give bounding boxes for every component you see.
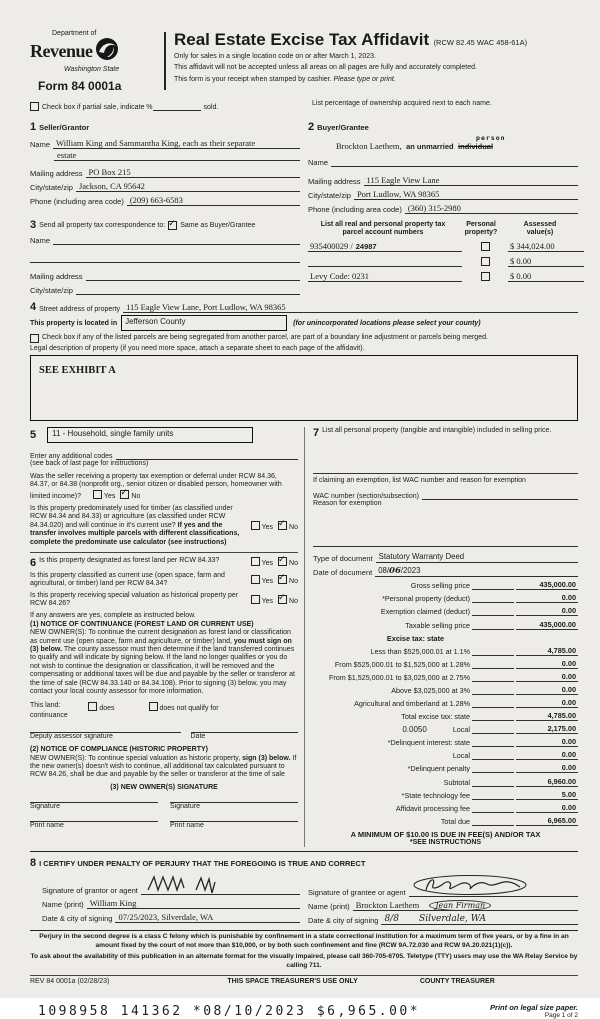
tax-row-label: Total due <box>440 816 470 826</box>
tax-row-value: 0.00 <box>516 593 578 603</box>
grantee-printname-value: Brockton Laethem <box>355 900 420 911</box>
leader-line <box>472 751 514 760</box>
tax-row-value: 0.00 <box>516 737 578 747</box>
section-7-label: List all personal property (tangible and intangible) included in selling price. <box>322 427 552 435</box>
owner-printname-label-2: Print name <box>170 821 204 829</box>
perjury-note: Perjury in the second degree is a class C felony which is punishable by confinement in a state correctional institution for a maximum term of five years, or by a fine in an amount fixed by the court of not more than $10,000, or by both such confinement and fine (RCW 9A.72.030 and RCW 9A.20.021(1)(c)). <box>39 933 569 949</box>
section-2-title: Buyer/Grantee <box>317 123 369 132</box>
seller-city-value: Jackson, CA 95642 <box>78 181 145 191</box>
see-instructions-note: *SEE INSTRUCTIONS <box>409 838 482 846</box>
tax-row-label: Exemption claimed (deduct) <box>380 607 470 617</box>
tax-row-value: 0.00 <box>516 606 578 616</box>
yes-label: Yes <box>103 492 116 500</box>
section-1-number: 1 <box>30 121 37 133</box>
question-exemption: Was the seller receiving a property tax exemption or deferral under RCW 84.36, 84.37, or 84.38 (nonprofit org., senior citizen or disabled person, homeowner with limited income)? Yes ✓ No <box>30 473 298 501</box>
leader-line <box>472 804 514 813</box>
personal-prop-checkbox-2[interactable] <box>481 257 490 266</box>
partial-sale-percent-field[interactable] <box>153 100 201 111</box>
owner-signature-label-2: Signature <box>170 803 200 811</box>
buyer-phone-value: (360) 315-2980 <box>407 203 461 213</box>
tax-row-label: Gross selling price <box>410 581 470 591</box>
rev-form-id: REV 84 0001a (02/28/23) <box>30 977 110 985</box>
buyer-mailing-value: 115 Eagle View Lane <box>366 175 440 185</box>
header-note-2: This affidavit will not be accepted unless all areas on all pages are fully and accurately completed. <box>174 64 477 72</box>
tax-row-label: Above $3,025,000 at 3% <box>391 685 470 695</box>
timber-no-checkbox[interactable] <box>278 521 287 530</box>
section-4-number: 4 <box>30 301 37 313</box>
this-land-label: This land: <box>30 702 61 710</box>
parcel-header-line2: parcel account numbers <box>342 229 424 237</box>
timber-yes-checkbox[interactable] <box>251 521 260 530</box>
tax-row-value: 0.00 <box>516 763 578 773</box>
section-2-number: 2 <box>308 121 315 133</box>
located-in-label: This property is located in <box>30 319 118 327</box>
corr-name-field[interactable] <box>53 234 300 245</box>
same-as-buyer-label: Same as Buyer/Grantee <box>180 221 256 229</box>
assessed-value-3-field[interactable] <box>508 269 584 282</box>
assessed-value-2-field[interactable] <box>508 254 584 267</box>
date-of-document-handwritten: 06 <box>389 566 401 577</box>
grantee-city-handwritten: Silverdale, WA <box>419 914 487 925</box>
notice-continuance-title: (1) NOTICE OF CONTINUANCE (FOREST LAND OR CURRENT USE) <box>30 620 254 628</box>
grantor-signature-label: Signature of grantor or agent <box>42 886 138 896</box>
type-of-document-value: Statutory Warranty Deed <box>378 552 465 562</box>
tax-row-label: Affidavit processing fee <box>395 803 470 813</box>
leader-line <box>472 660 514 669</box>
currentuse-no-checkbox[interactable] <box>278 575 287 584</box>
grantor-datecity-field[interactable] <box>115 912 300 923</box>
seller-name-field[interactable] <box>53 138 300 149</box>
land-does-not-checkbox[interactable] <box>149 702 158 711</box>
tax-row-value: 4,785.00 <box>516 646 578 656</box>
buyer-city-value: Port Ludlow, WA 98365 <box>356 189 440 199</box>
corr-name-field-2[interactable] <box>30 252 300 263</box>
personal-prop-header-1: Personal <box>466 221 496 228</box>
header-note-1: Only for sales in a single location code on or after March 1, 2023. <box>174 53 376 60</box>
section-5-number: 5 <box>30 429 37 442</box>
tax-row-value: 0.00 <box>516 698 578 708</box>
leader-line <box>472 581 514 590</box>
form-header <box>30 30 578 93</box>
page-title: Real Estate Excise Tax Affidavit <box>174 30 430 49</box>
owner-signature-label-1: Signature <box>30 803 60 811</box>
tax-row-label: Local <box>452 751 470 761</box>
seller-name-value: William King and Sammantha King, each as their separate <box>56 138 256 148</box>
no-label: No <box>131 492 141 500</box>
section-7-number: 7 <box>313 427 320 440</box>
levy-code-value: Levy Code: 0231 <box>310 271 370 282</box>
partial-sale-label: Check box if partial sale, indicate % <box>42 104 153 111</box>
notice-compliance-body: NEW OWNER(S): To continue special valuation as historic property, sign (3) below. If the new owner(s) doesn't wish to continue, all additional tax calculated pursuant to RCW 84.26, shall be due and payable by the seller or transferor at the time of sale <box>30 754 297 779</box>
county-note: (for unincorporated locations please select your county) <box>293 319 481 327</box>
question-timber: Is this property predominately used for timber (as classified under RCW 84.34 and 84.33) or agriculture (as classified under RCW 84.34.020) and will continue in it's current use? If yes and the transfer involves multiple parcels with different classifications, complete the predominate use calculator (see instructions) <box>30 504 240 546</box>
tax-row-value: 0.00 <box>516 659 578 669</box>
grantee-printname-label: Name (print) <box>308 902 350 912</box>
tax-row-value: 0.00 <box>516 685 578 695</box>
grantor-datecity-value: 07/25/2023, Silverdale, WA <box>118 912 214 923</box>
personal-property-field[interactable] <box>313 439 578 474</box>
grantee-datecity-field[interactable] <box>381 914 578 925</box>
no-label: No <box>289 598 298 606</box>
type-of-document-label: Type of document <box>313 554 373 564</box>
parcel-header-line1: List all real and personal property tax <box>320 221 446 228</box>
seller-name-label: Name <box>30 140 51 149</box>
accessibility-note: To ask about the availability of this publication in an alternate format for the visually impaired, please call 360-705-6705. Teletype (TTY) users may use the WA Relay Service by calling 711. <box>30 953 578 969</box>
reason-exemption-label: Reason for exemption <box>313 499 382 507</box>
leader-line <box>472 607 514 616</box>
street-address-label: Street address of property <box>39 306 121 313</box>
grantee-signature-field[interactable] <box>409 874 578 897</box>
seeback-note: (see back of last page for instructions) <box>30 460 149 468</box>
assessed-value-2: $ 0.00 <box>510 256 532 267</box>
corr-city-label: City/state/zip <box>30 286 73 295</box>
does-not-label: does not qualify for <box>159 705 219 713</box>
parcel-1-field[interactable] <box>308 239 462 252</box>
leader-line <box>472 712 514 721</box>
tax-row-value: 0.00 <box>516 750 578 760</box>
dept-of-label: Department of <box>52 30 97 37</box>
additional-codes-field[interactable] <box>116 449 299 460</box>
same-as-buyer-checkbox[interactable] <box>168 221 177 230</box>
dor-logo <box>30 30 160 93</box>
if-any-note: If any answers are yes, complete as instructed below. <box>30 612 196 620</box>
partial-sale-checkbox[interactable] <box>30 102 39 111</box>
leader-line <box>472 647 514 656</box>
parcel-row-2 <box>308 254 584 267</box>
legal-description-value: SEE EXHIBIT A <box>39 365 116 377</box>
seller-mailing-value: PO Box 215 <box>88 167 131 177</box>
form-number: Form 84 0001a <box>38 79 122 93</box>
washington-state-label: Washington State <box>64 66 120 73</box>
excise-tax-state-heading: Excise tax: state <box>386 633 445 643</box>
leader-line <box>472 594 514 603</box>
county-select[interactable] <box>121 315 287 331</box>
property-code-value: 11 - Household, single family units <box>52 429 174 439</box>
buyer-city-label: City/state/zip <box>308 191 351 200</box>
forest-yes-checkbox[interactable] <box>251 557 260 566</box>
corr-mailing-field[interactable] <box>86 270 300 281</box>
new-owners-signature-title: (3) NEW OWNER(S) SIGNATURE <box>110 783 218 791</box>
tax-row-value: 6,960.00 <box>516 777 578 787</box>
buyer-name-bold: an unmarried <box>406 142 454 151</box>
buyer-name-struck-word: individual <box>458 142 494 151</box>
claim-exemption-note: If claiming an exemption, list WAC number and reason for exemption <box>313 477 526 485</box>
segregated-checkbox[interactable] <box>30 334 39 343</box>
tax-row-label: From $1,525,000.01 to $3,025,000 at 2.75% <box>328 672 470 682</box>
deputy-signature-label: Deputy assessor signature <box>30 732 113 740</box>
yes-label: Yes <box>261 559 274 567</box>
grantee-date-handwritten: 8/8 <box>384 914 399 925</box>
tax-row-value: 0.00 <box>516 803 578 813</box>
buyer-phone-label: Phone (including area code) <box>308 205 402 214</box>
leader-line <box>472 699 514 708</box>
assessed-value-1-field[interactable] <box>508 239 584 252</box>
tax-row-label: Less than $525,000.01 at 1.1% <box>370 646 470 656</box>
date-of-document-pre: 08/ <box>378 566 390 576</box>
corr-city-field[interactable] <box>76 284 300 295</box>
exemption-no-checkbox[interactable] <box>120 490 129 499</box>
reason-exemption-field[interactable] <box>313 508 578 547</box>
print-legal-note: Print on legal size paper. <box>490 1002 578 1012</box>
no-label: No <box>289 559 298 567</box>
leader-line <box>472 725 514 734</box>
property-code-select[interactable] <box>47 427 253 443</box>
leader-line <box>472 817 514 826</box>
dor-swirl-icon <box>95 37 119 66</box>
grantor-printname-value: William King <box>89 898 137 909</box>
exemption-yes-checkbox[interactable] <box>93 490 102 499</box>
buyer-mailing-field[interactable] <box>364 175 578 186</box>
minimum-due-note: A MINIMUM OF $10.00 IS DUE IN FEE(S) AND/OR TAX <box>350 829 541 839</box>
legal-description-box[interactable] <box>30 355 578 421</box>
tax-row-label: *Delinquent penalty <box>407 764 470 774</box>
assessed-header-2: value(s) <box>526 229 554 237</box>
wac-number-field[interactable] <box>422 489 578 500</box>
tax-row-label: Taxable selling price <box>405 620 470 630</box>
date-of-document-field[interactable] <box>375 566 578 577</box>
yes-label: Yes <box>261 598 274 606</box>
section-8-number: 8 <box>30 857 37 870</box>
currentuse-yes-checkbox[interactable] <box>251 575 260 584</box>
leader-line <box>472 778 514 787</box>
assessed-value-1: $ 344,024.00 <box>510 241 555 252</box>
certify-statement: I CERTIFY UNDER PENALTY OF PERJURY THAT THE FOREGOING IS TRUE AND CORRECT <box>39 859 366 869</box>
tax-row-label: Agricultural and timberland at 1.28% <box>354 699 470 709</box>
section-3-number: 3 <box>30 219 37 231</box>
segregated-label: Check box if any of the listed parcels are being segregated from another parcel, are part of a boundary line adjustment or parcels being merged. <box>42 334 488 341</box>
seller-name-value-2: estate <box>57 150 77 160</box>
page-indicator: Page 1 of 2 <box>544 1011 578 1019</box>
buyer-name-label: Name <box>308 158 329 167</box>
deputy-date-label: Date <box>190 732 206 740</box>
buyer-name-field[interactable] <box>331 156 578 167</box>
land-does-checkbox[interactable] <box>88 702 97 711</box>
grantee-signature-label: Signature of grantee or agent <box>308 888 406 898</box>
header-divider <box>164 32 166 90</box>
personal-prop-checkbox-3[interactable] <box>481 272 490 281</box>
buyer-name-handwritten-correction: person <box>476 134 506 142</box>
tax-row-value: 2,175.00 <box>516 724 578 734</box>
seller-mailing-label: Mailing address <box>30 169 83 178</box>
assessed-header-1: Assessed <box>523 221 557 228</box>
forest-no-checkbox[interactable] <box>278 557 287 566</box>
grantor-signature-scribble <box>144 874 254 894</box>
notice-continuance-body: NEW OWNER(S): To continue the current designation as forest land or classification as current use (open space, farm and agriculture, or timber) land, you must sign on (3) below. The county assessor must then determine if the land transferred continues to qualify and will indicate by signing below. If the land no longer qualifies or you do not wish to continue the designation or classification, it will be removed and the compensating or additional taxes will be due and payable by the seller or transferor at the time of sale (RCW 84.33.140 or 84.34.108). Prior to signing (3) below, you may contact your local county assessor for more information. <box>30 629 295 695</box>
levy-code-field[interactable] <box>308 269 462 282</box>
seller-mailing-field[interactable] <box>86 167 300 178</box>
buyer-name-value: Brockton Laethem, <box>336 141 402 151</box>
grantee-signature-scribble <box>412 874 532 896</box>
date-of-document-label: Date of document <box>313 568 373 578</box>
header-note-3: This form is your receipt when stamped by cashier. Please type or print. <box>174 75 396 83</box>
no-label: No <box>289 523 298 531</box>
tax-row-label: *Personal property (deduct) <box>382 594 470 604</box>
seller-phone-field[interactable] <box>127 195 300 206</box>
notice-compliance-title: (2) NOTICE OF COMPLIANCE (HISTORIC PROPERTY) <box>30 746 208 754</box>
does-label: does <box>99 705 115 713</box>
owner-printname-label-1: Print name <box>30 821 64 829</box>
leader-line <box>472 791 514 800</box>
ownership-note: List percentage of ownership acquired next to each name. <box>312 100 492 107</box>
date-of-document-post: /2023 <box>400 566 421 576</box>
parcel-row-1 <box>308 239 584 252</box>
revenue-wordmark: Revenue <box>30 41 93 61</box>
leader-line <box>472 673 514 682</box>
question-forest: Is this property designated as forest land per RCW 84.33? <box>39 556 220 564</box>
seller-phone-label: Phone (including area code) <box>30 197 124 206</box>
wac-number-label: WAC number (section/subsection) <box>313 492 419 500</box>
seller-phone-value: (209) 663-6583 <box>129 195 183 205</box>
county-value: Jefferson County <box>125 317 186 326</box>
buyer-mailing-label: Mailing address <box>308 177 361 186</box>
corr-name-label: Name <box>30 236 51 245</box>
parcel-2-field[interactable] <box>308 254 462 267</box>
grantor-datecity-label: Date & city of signing <box>42 914 113 924</box>
tax-row-label: Local <box>452 725 470 735</box>
leader-line <box>472 621 514 630</box>
grantor-printname-field[interactable] <box>87 898 300 909</box>
street-address-field[interactable] <box>123 302 578 313</box>
additional-codes-label: Enter any additional codes <box>30 453 113 461</box>
grantor-printname-label: Name (print) <box>42 900 84 910</box>
sold-label: sold. <box>203 104 219 111</box>
corr-mailing-label: Mailing address <box>30 272 83 281</box>
parcel-1-number: 935400029 / <box>310 241 353 252</box>
tax-row-value: 4,785.00 <box>516 711 578 721</box>
type-of-document-field[interactable] <box>376 552 578 563</box>
leader-line <box>472 764 514 773</box>
leader-line <box>472 686 514 695</box>
tax-row-value: 0.00 <box>516 672 578 682</box>
seller-name-field-2[interactable] <box>54 150 300 161</box>
tax-row-label: From $525,000.01 to $1,525,000 at 1.28% <box>334 659 470 669</box>
leader-line <box>472 738 514 747</box>
historical-yes-checkbox[interactable] <box>251 595 260 604</box>
tax-row-label: Total excise tax: state <box>401 712 470 722</box>
question-historical: Is this property receiving special valuation as historical property per RCW 84.26? <box>30 591 239 608</box>
tax-row-value: 6,965.00 <box>516 816 578 826</box>
county-treasurer-label: COUNTY TREASURER <box>419 977 495 985</box>
tax-row-label: Subtotal <box>443 777 470 787</box>
buyer-city-field[interactable] <box>354 189 578 200</box>
tax-row-label: *Delinquent interest: state <box>387 738 470 748</box>
tax-row-value: 435,000.00 <box>516 620 578 630</box>
grantee-printname-field[interactable] <box>353 900 578 911</box>
section-1-title: Seller/Grantor <box>39 123 90 132</box>
tax-row-value: 435,000.00 <box>516 580 578 590</box>
section-3-label: Send all property tax correspondence to: <box>39 221 166 229</box>
personal-prop-header-2: property? <box>464 229 498 237</box>
parcel-1-number-stamped: 24987 <box>355 242 377 252</box>
seller-city-field[interactable] <box>76 181 300 192</box>
grantee-datecity-label: Date & city of signing <box>308 916 379 926</box>
grantor-signature-field[interactable] <box>141 874 300 895</box>
tax-row-value: 5.00 <box>516 790 578 800</box>
personal-prop-checkbox-1[interactable] <box>481 242 490 251</box>
grantee-printname-handwritten: Jean Firman <box>429 900 491 911</box>
buyer-phone-field[interactable] <box>405 203 578 214</box>
assessed-value-3: $ 0.00 <box>510 271 532 282</box>
treasurer-use-label: THIS SPACE TREASURER'S USE ONLY <box>227 977 358 985</box>
question-current-use: Is this property classified as current use (open space, farm and agricultural, or timber) land per RCW 84.34? <box>30 571 225 588</box>
street-address-value: 115 Eagle View Lane, Port Ludlow, WA 98365 <box>126 302 286 312</box>
continuance-label: continuance <box>30 712 68 720</box>
yes-label: Yes <box>261 523 274 531</box>
treasurer-stamp: 1098958 141362 *08/10/2023 $6,965.00* <box>38 1003 421 1019</box>
no-label: No <box>289 578 298 586</box>
yes-label: Yes <box>261 578 274 586</box>
section-6-number: 6 <box>30 556 37 569</box>
parcel-row-3 <box>308 269 584 282</box>
tax-row-label: *State technology fee <box>401 790 470 800</box>
local-rate-value: 0.0050 <box>402 725 427 735</box>
legal-description-label: Legal description of property (if you need more space, attach a separate sheet to each page of the affidavit). <box>30 345 365 352</box>
historical-no-checkbox[interactable] <box>278 595 287 604</box>
seller-city-label: City/state/zip <box>30 183 73 192</box>
title-rcw: (RCW 82.45 WAC 458-61A) <box>433 38 528 47</box>
